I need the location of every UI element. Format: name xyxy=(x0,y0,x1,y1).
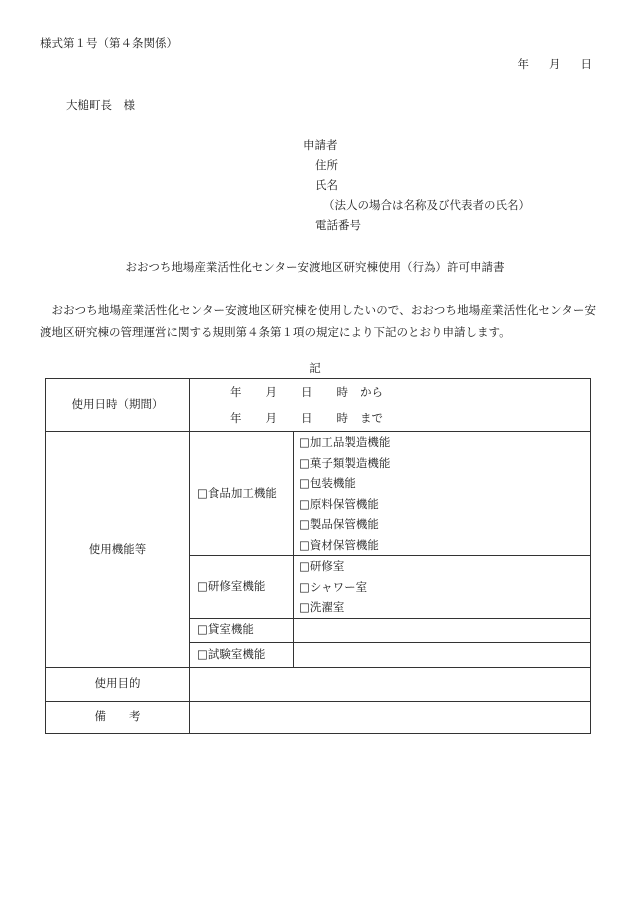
training-item-shower[interactable]: □シャワー室 xyxy=(299,579,368,594)
ki-marker: 記 xyxy=(309,361,321,375)
date-year: 年 xyxy=(517,57,529,71)
rental-room-label[interactable]: □貸室機能 xyxy=(190,618,294,642)
lab-room-value[interactable] xyxy=(294,642,591,667)
period-label: 使用日時（期間） xyxy=(46,379,190,432)
applicant-phone-label: 電話番号 xyxy=(315,218,361,232)
rental-room-value[interactable] xyxy=(294,618,591,642)
applicant-block xyxy=(303,140,530,240)
food-item-raw-storage[interactable]: □原料保管機能 xyxy=(299,496,379,511)
period-cell[interactable] xyxy=(190,379,591,432)
food-processing-items xyxy=(294,432,591,556)
application-table xyxy=(45,378,591,734)
training-room-items xyxy=(294,556,591,619)
document-title: おおつち地場産業活性化センター安渡地区研究棟使用（行為）許可申請書 xyxy=(125,260,505,274)
purpose-label: 使用目的 xyxy=(46,667,190,701)
body-paragraph: おおつち地場産業活性化センター安渡地区研究棟を使用したいので、おおつち地場産業活性化センター安渡地区研究棟の管理運営に関する規則第４条第１項の規定により下記のとおり申請します。 xyxy=(40,303,596,339)
food-item-product-storage[interactable]: □製品保管機能 xyxy=(299,517,379,531)
purpose-value[interactable] xyxy=(190,667,591,701)
addressee: 大槌町長 様 xyxy=(66,98,135,112)
food-item-confectionery[interactable]: □菓子類製造機能 xyxy=(299,455,391,470)
training-item-laundry[interactable]: □洗濯室 xyxy=(299,600,345,614)
remarks-value[interactable] xyxy=(190,701,591,733)
period-from: 年 月 日 時 から xyxy=(230,385,383,399)
food-item-processed[interactable]: □加工品製造機能 xyxy=(299,435,391,449)
food-item-material-storage[interactable]: □資材保管機能 xyxy=(299,537,379,552)
food-processing-label[interactable]: □食品加工機能 xyxy=(190,432,294,556)
training-room-label[interactable]: □研修室機能 xyxy=(190,556,294,619)
applicant-heading: 申請者 xyxy=(303,138,338,152)
applicant-corporate-note: （法人の場合は名称及び代表者の氏名） xyxy=(323,198,530,212)
form-number: 様式第１号（第４条関係） xyxy=(40,36,178,50)
date-line xyxy=(518,59,593,71)
food-item-packaging[interactable]: □包装機能 xyxy=(299,476,356,490)
function-label: 使用機能等 xyxy=(46,432,190,668)
body-text xyxy=(40,299,596,343)
applicant-name-label: 氏名 xyxy=(315,178,338,192)
training-item-room[interactable]: □研修室 xyxy=(299,559,345,573)
applicant-address-label: 住所 xyxy=(315,158,338,172)
remarks-label: 備 考 xyxy=(46,701,190,733)
period-to: 年 月 日 時 まで xyxy=(230,411,383,425)
lab-room-label[interactable]: □試験室機能 xyxy=(190,642,294,667)
date-month: 月 xyxy=(549,57,561,71)
date-day: 日 xyxy=(580,57,592,71)
